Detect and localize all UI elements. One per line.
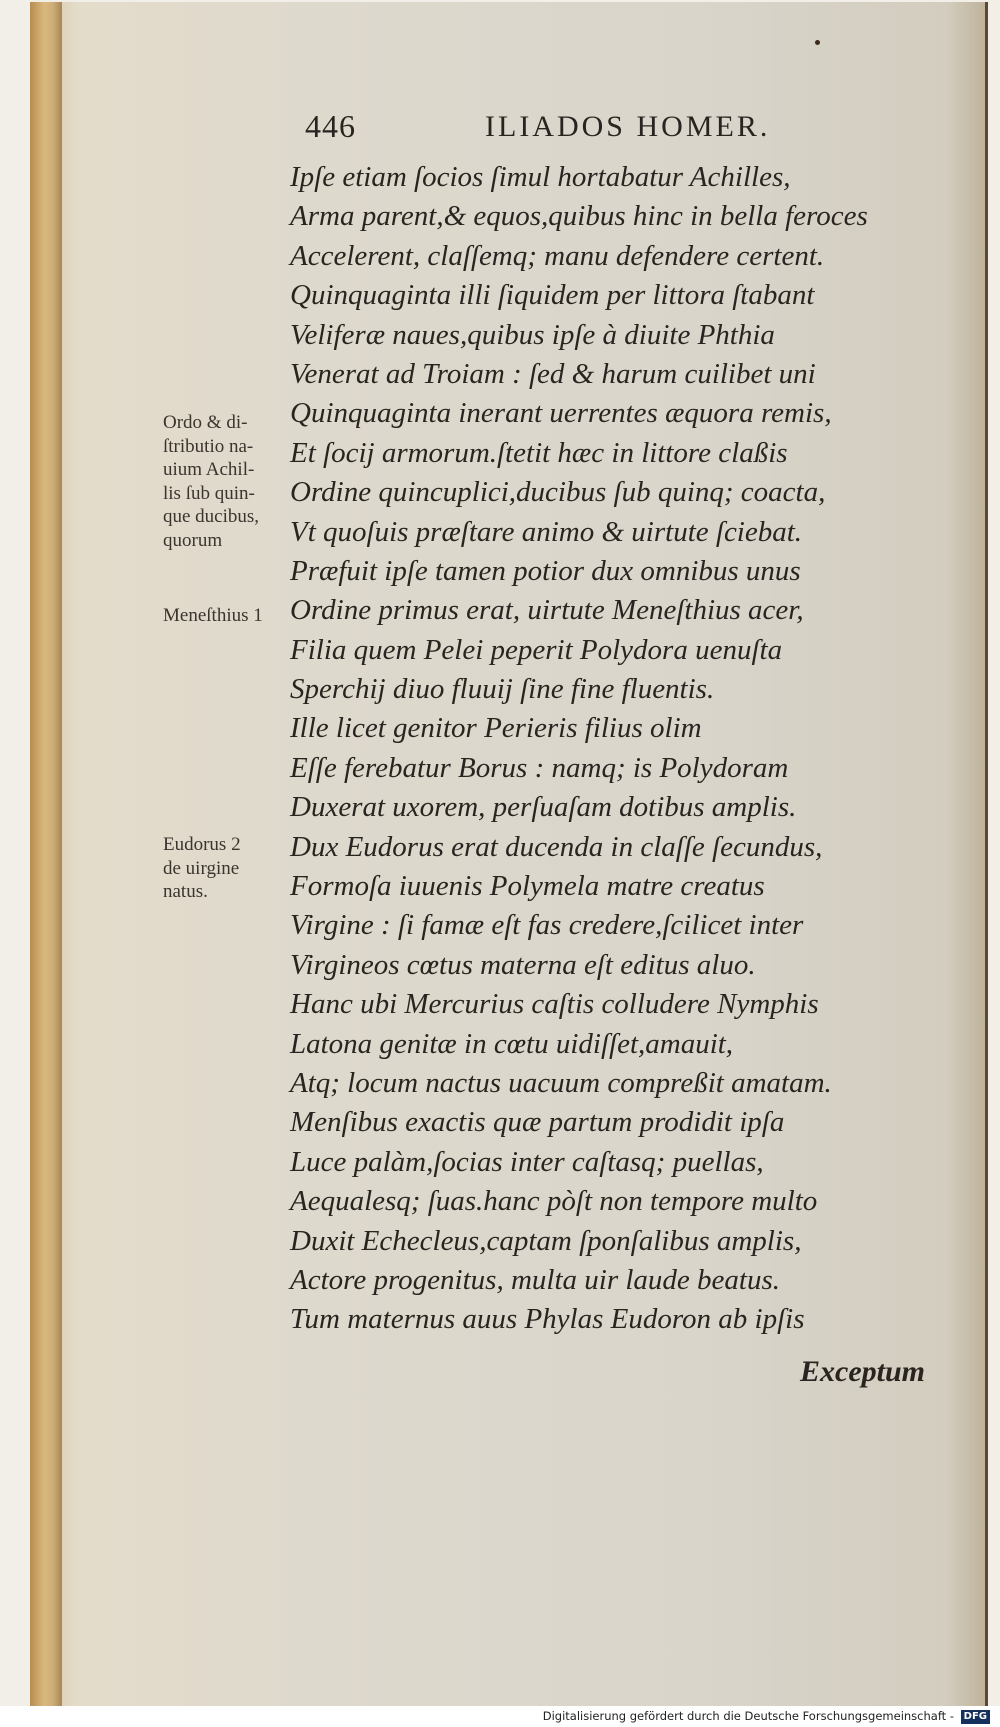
verse-line: Quinquaginta inerant uerrentes æquora remis, xyxy=(290,397,832,430)
verse-line: Arma parent,& equos,quibus hinc in bella feroces xyxy=(290,200,868,233)
verse-line: Præfuit ipſe tamen potior dux omnibus unus xyxy=(290,554,801,587)
verse-line: Latona genitæ in cœtu uidiſſet,amauit, xyxy=(290,1027,734,1060)
margin-note-eudorus xyxy=(163,833,303,904)
margin-note-menesthius xyxy=(163,604,303,628)
verse-line: Et ſocij armorum.ſtetit hæc in littore claßis xyxy=(290,436,788,469)
verse-line: Ille licet genitor Perieris filius olim xyxy=(290,712,702,745)
verse-line: Virgineos cœtus materna eſt editus aluo. xyxy=(290,948,756,981)
verse-line: Virgine : ſi famæ eſt fas credere,ſcilicet inter xyxy=(290,909,804,942)
dfg-logo: DFG xyxy=(961,1710,990,1724)
margin-note-line: uium Achil- xyxy=(163,459,255,480)
margin-note-line: de uirgine xyxy=(163,857,240,879)
verse-line: Eſſe ferebatur Borus : namq; is Polydoram xyxy=(290,751,789,784)
verse-line: Duxerat uxorem, perſuaſam dotibus amplis. xyxy=(290,791,797,824)
verse-line: Atq; locum nactus uacuum compreßit amatam. xyxy=(290,1066,832,1099)
verse-line: Ipſe etiam ſocios ſimul hortabatur Achilles, xyxy=(290,161,791,193)
verse-line: Accelerent, claſſemq; manu defendere certent. xyxy=(290,239,825,272)
verse-line: Hanc ubi Mercurius caſtis colludere Nymphis xyxy=(290,988,819,1021)
verse-line: Actore progenitus, multa uir laude beatus. xyxy=(290,1263,780,1296)
verse-line: Luce palàm,ſocias inter caſtasq; puellas, xyxy=(290,1145,764,1178)
verse-line: Sperchij diuo fluuij ſine fine fluentis. xyxy=(290,673,715,706)
verse-line: Venerat ad Troiam : ſed & harum cuilibet uni xyxy=(290,357,816,390)
verse-line: Tum maternus auus Phylas Eudoron ab ipſis xyxy=(290,1303,805,1336)
page-number: 446 xyxy=(305,108,356,144)
margin-note-line: ſtributio na- xyxy=(163,435,254,457)
digitization-credit xyxy=(543,1706,990,1727)
verse-line: Filia quem Pelei peperit Polydora uenuſta xyxy=(290,633,783,666)
verse-line: Quinquaginta illi ſiquidem per littora ſtabant xyxy=(290,279,815,312)
margin-note-line: que ducibus, xyxy=(163,506,260,527)
margin-note-line: Eudorus 2 xyxy=(163,834,241,855)
header-title: ILIADOS HOMER. xyxy=(485,110,771,143)
verse-line: Menſibus exactis quæ partum prodidit ipſa xyxy=(290,1106,785,1139)
verse-line: Aequalesq; ſuas.hanc pòſt non tempore multo xyxy=(290,1185,818,1218)
ink-speck xyxy=(815,40,820,45)
margin-note-fleet-order xyxy=(163,411,303,552)
margin-note-line: Meneſthius 1 xyxy=(163,605,263,626)
margin-note-line: natus. xyxy=(163,881,208,902)
verse-line: Formoſa iuuenis Polymela matre creatus xyxy=(290,870,765,903)
page-spine xyxy=(30,2,62,1706)
verse-line: Veliferæ naues,quibus ipſe à diuite Phthia xyxy=(290,318,775,351)
verse-line: Dux Eudorus erat ducenda in claſſe ſecundus, xyxy=(290,830,823,863)
margin-note-line: lis ſub quin- xyxy=(163,482,255,504)
verse-line: Ordine primus erat, uirtute Meneſthius acer, xyxy=(290,594,804,627)
running-head xyxy=(305,108,825,148)
margin-note-line: quorum xyxy=(163,529,223,551)
catchword: Exceptum xyxy=(800,1355,925,1388)
verse-text xyxy=(290,158,930,1340)
verse-line: Ordine quincuplici,ducibus ſub quinq; coacta, xyxy=(290,476,826,509)
verse-line: Vt quoſuis præſtare animo & uirtute ſciebat. xyxy=(290,515,803,548)
verse-line: Duxit Echecleus,captam ſponſalibus amplis, xyxy=(290,1224,802,1257)
margin-note-line: Ordo & di- xyxy=(163,412,248,433)
credit-text: Digitalisierung gefördert durch die Deutsche Forschungsgemeinschaft - xyxy=(542,1709,954,1723)
